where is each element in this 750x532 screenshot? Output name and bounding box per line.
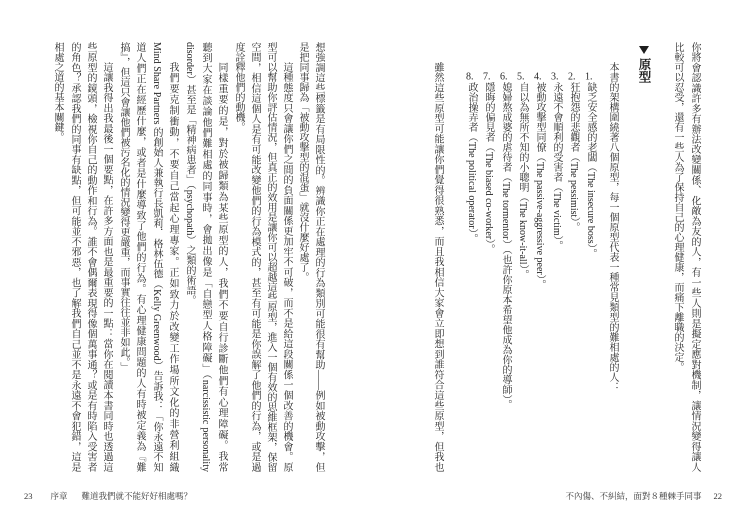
text-column: 你將會認識許多有辦法改變關係、化敵為友的人，有一些人則是擬定應對機制，讓情況變得讓人 — [689, 42, 700, 472]
text-column: 型可以幫助你評估情況，但真正的效用是讓你可以超越這些原型，進入一個有效的思維框架，保留 — [265, 42, 276, 472]
list-number: 8. — [466, 72, 474, 82]
list-text: 自以為無所不知的小聰明（The know-it-all）。 — [517, 82, 528, 280]
text-column: disorder）甚至是「精神病患者」（psychopath）之類的術語。 — [184, 42, 195, 306]
text-column: 度詮釋他們的動機。 — [233, 42, 244, 132]
text-column: 空間，相信這個人是有可能改變他們的行為模式的，甚至有可能是你誤解了他們的行為，或是過 — [249, 42, 260, 472]
list-item — [482, 42, 494, 472]
running-footer — [565, 490, 722, 502]
list-number: 4. — [534, 72, 542, 82]
text-column: 是把同事歸為「被動攻擊型的混蛋」就沒什麼好處了。 — [297, 42, 308, 282]
list-text: 政治操弄者（The political operator）。 — [466, 82, 477, 244]
list-number: 2. — [568, 72, 576, 82]
list-number: 7. — [483, 72, 491, 82]
running-title: 難道我們就不能好好相處嗎？ — [81, 491, 193, 501]
list-item — [499, 42, 511, 472]
chapter-label: 序章 — [50, 491, 68, 501]
list-text: 狂抱怨的悲觀者（The pessimist）。 — [568, 82, 579, 233]
list-number: 5. — [517, 72, 525, 82]
text-column: 這種態度只會讓你們之間的負面關係更加牢不可破，而不是給這段關係一個改善的機會。原 — [281, 62, 292, 472]
lead-paragraph: 本書的架構圍繞著八個原型，每一個原型代表一種常見類型的難相處的人： — [607, 62, 618, 392]
running-title: 不內傷、不糾結，面對８種棘手同事 — [565, 491, 702, 501]
list-text: 永遠不會順利的受害者（The victim）。 — [551, 82, 562, 251]
list-item — [465, 42, 477, 472]
text-column: 的角色？承認我們的同事有缺點，但可能並不邪惡，也了解我們自己並不是永遠不會犯錯，這是 — [69, 42, 80, 472]
list-number: 1. — [585, 72, 593, 82]
text-column: 比較可以忍受，還有一些人為了保持自己的心理健康，而痛下離職的決定。 — [672, 42, 683, 372]
running-footer — [24, 490, 192, 502]
text-column: 雖然這些原型可能讓你們覺得很熟悉，而且我相信大家會立即想到誰符合這些原型，但我也 — [432, 62, 443, 472]
text-column: 我們要克制衝動，不要自己當起心理專家。正如致力於改變工作場所文化的非營利組織 — [167, 62, 178, 472]
list-number: 6. — [500, 72, 508, 82]
list-number: 3. — [551, 72, 559, 82]
text-column: 道人們正在經歷什麼，或者是什麼導致了他們的行為。有心理健康問題的人有時被定義為『難 — [134, 42, 145, 472]
list-item — [516, 42, 528, 472]
list-item — [550, 42, 562, 472]
text-column: 同樣重要的是，對於被歸類為某些原型的人，我們不要自行診斷他們有心理障礙。我常 — [216, 62, 227, 472]
list-item — [567, 42, 579, 472]
list-text: 缺乏安全感的老闆（The insecure boss）。 — [585, 82, 596, 259]
page-number: 22 — [713, 491, 722, 501]
text-column: Mind Share Partners 的創始人兼執行長凱莉．格林伍德（Kelly Greenwood）告訴我：「你永遠不知 — [151, 42, 162, 472]
text-column: 想強調這些標籤是有局限性的。辨識你正在處理的行為類別可能很有幫助——例如被動攻擊，但 — [313, 42, 324, 472]
text-column: 這讓我得出我最後一個要點，在許多方面也是最重要的一點：當你在閱讀本書同時也透過這 — [101, 62, 112, 472]
list-item — [584, 42, 596, 472]
list-text: 媳婦熬成婆的虐待者（The tormentor）（也許你原本希望他成為你的導師）。 — [500, 82, 511, 410]
text-column: 聽到大家在談論他們難相處的同事時，會拋出像是「自戀型人格障礙」（narcissistic personality — [200, 42, 211, 472]
page-number: 23 — [24, 491, 33, 501]
section-heading: 原型 — [637, 58, 652, 83]
text-column: 些原型的鏡頭，檢視你自己的動作和行為。誰不會偶爾表現得像個萬事通？或是有時陷入受害者 — [85, 42, 96, 472]
text-column: 相處之道的基本關鍵。 — [52, 42, 63, 142]
list-text: 被動攻擊型同僚（The passive-aggressive peer）。 — [534, 82, 545, 290]
down-triangle-icon — [639, 46, 649, 54]
list-text: 隱晦的偏見者（The biased co-worker）。 — [483, 82, 494, 255]
list-item — [533, 42, 545, 472]
text-column: 搞』，但這只會讓他們被污名化的情況變得更嚴重，而事實往往並非如此。」 — [118, 42, 129, 372]
